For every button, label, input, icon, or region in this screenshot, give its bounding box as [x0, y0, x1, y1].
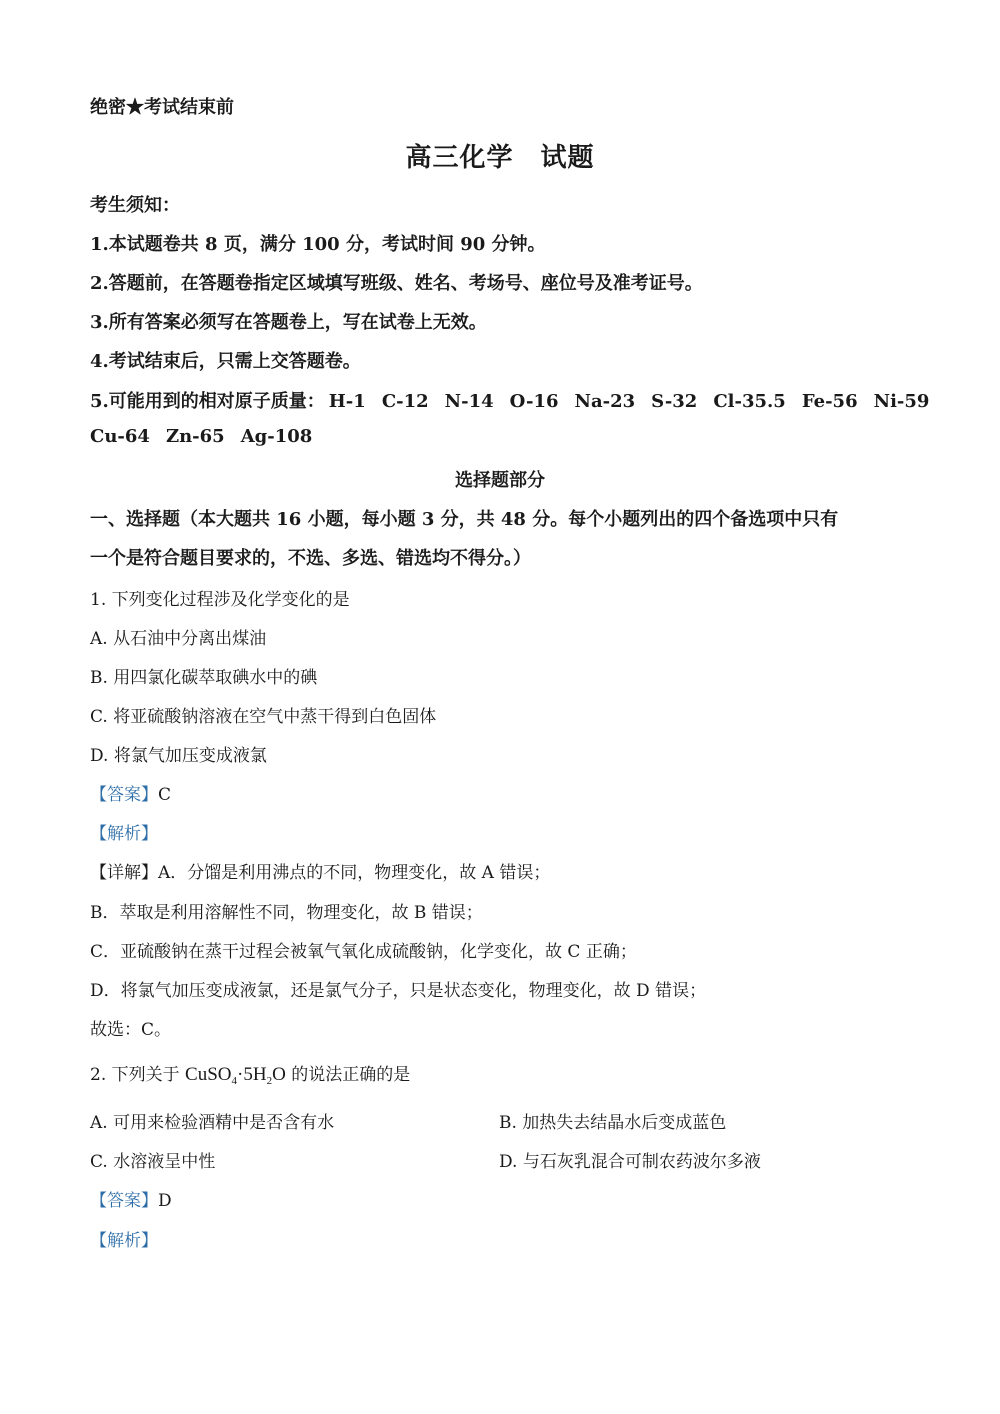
option-b: B. 加热失去结晶水后变成蓝色	[499, 1113, 727, 1133]
notice-item: 1.本试题卷共 8 页，满分 100 分，考试时间 90 分钟。	[90, 234, 546, 255]
option-b: B. 用四氯化碳萃取碘水中的碘	[90, 668, 318, 688]
answer-tag: 【答案】	[90, 1191, 158, 1211]
mass-item: Ag-108	[240, 426, 313, 447]
section-heading: 一、选择题（本大题共 16 小题，每小题 3 分，共 48 分。每个小题列出的四个备选项中只有	[90, 509, 839, 530]
mass-item: N-14	[444, 391, 494, 412]
section-title: 选择题部分	[455, 470, 545, 491]
option-c: C. 将亚硫酸钠溶液在空气中蒸干得到白色固体	[90, 707, 437, 727]
question-1-stem: 1. 下列变化过程涉及化学变化的是	[90, 590, 350, 610]
answer-line	[90, 780, 171, 805]
formula-subscript: 2	[266, 1075, 273, 1087]
mass-item: Na-23	[574, 391, 636, 412]
masses-label: 5.可能用到的相对原子质量：	[90, 391, 325, 412]
notice-item: 4.考试结束后，只需上交答题卷。	[90, 351, 361, 372]
notice-item: 3.所有答案必须写在答题卷上，写在试卷上无效。	[90, 312, 487, 333]
option-d: D. 与石灰乳混合可制农药波尔多液	[499, 1152, 761, 1172]
question-2-stem	[90, 1060, 410, 1087]
detail-line: D．将氯气加压变成液氯，还是氯气分子，只是状态变化，物理变化，故 D 错误；	[90, 981, 707, 1001]
mass-item: O-16	[509, 391, 559, 412]
detail-line: C．亚硫酸钠在蒸干过程会被氧气氧化成硫酸钠，化学变化，故 C 正确；	[90, 942, 637, 962]
atomic-masses-line1	[90, 387, 945, 413]
atomic-masses-line2	[90, 426, 328, 447]
analysis-tag: 【解析】	[90, 824, 158, 844]
detail-conclusion: 故选：C。	[90, 1020, 172, 1040]
option-d: D. 将氯气加压变成液氯	[90, 746, 267, 766]
formula-part: CuSO	[185, 1064, 232, 1085]
mass-item: Ni-59	[873, 391, 930, 412]
answer-tag: 【答案】	[90, 785, 158, 805]
mass-item: Cu-64	[90, 426, 150, 447]
mass-item: H-1	[328, 391, 366, 412]
mass-item: S-32	[651, 391, 698, 412]
stem-suffix: 的说法正确的是	[285, 1065, 411, 1085]
mass-item: C-12	[381, 391, 429, 412]
answer-line	[90, 1186, 172, 1211]
option-a: A. 可用来检验酒精中是否含有水	[90, 1113, 335, 1133]
formula-part: ·5H	[237, 1064, 267, 1085]
answer-value: C	[158, 785, 172, 805]
notice-heading: 考生须知：	[90, 195, 180, 216]
notice-item: 2.答题前，在答题卷指定区域填写班级、姓名、考场号、座位号及准考证号。	[90, 273, 703, 294]
option-a: A. 从石油中分离出煤油	[90, 629, 267, 649]
page-title: 高三化学 试题	[405, 143, 595, 173]
detail-line: B．萃取是利用溶解性不同，物理变化，故 B 错误；	[90, 903, 483, 923]
mass-item: Zn-65	[165, 426, 225, 447]
formula-subscript: 4	[231, 1075, 237, 1087]
formula-part: O	[272, 1064, 286, 1085]
stem-prefix: 2. 下列关于	[90, 1065, 186, 1085]
analysis-tag: 【解析】	[90, 1231, 158, 1251]
mass-item: Cl-35.5	[713, 391, 786, 412]
detail-text: A．分馏是利用沸点的不同，物理变化，故 A 错误；	[158, 863, 551, 883]
secret-label: 绝密★考试结束前	[90, 97, 234, 118]
mass-item: Fe-56	[801, 391, 858, 412]
formula	[185, 1064, 286, 1085]
section-heading: 一个是符合题目要求的，不选、多选、错选均不得分。）	[90, 548, 531, 569]
answer-value: D	[158, 1191, 172, 1211]
option-c: C. 水溶液呈中性	[90, 1152, 216, 1172]
detail-tag: 【详解】	[90, 863, 158, 883]
detail-line	[90, 858, 550, 883]
